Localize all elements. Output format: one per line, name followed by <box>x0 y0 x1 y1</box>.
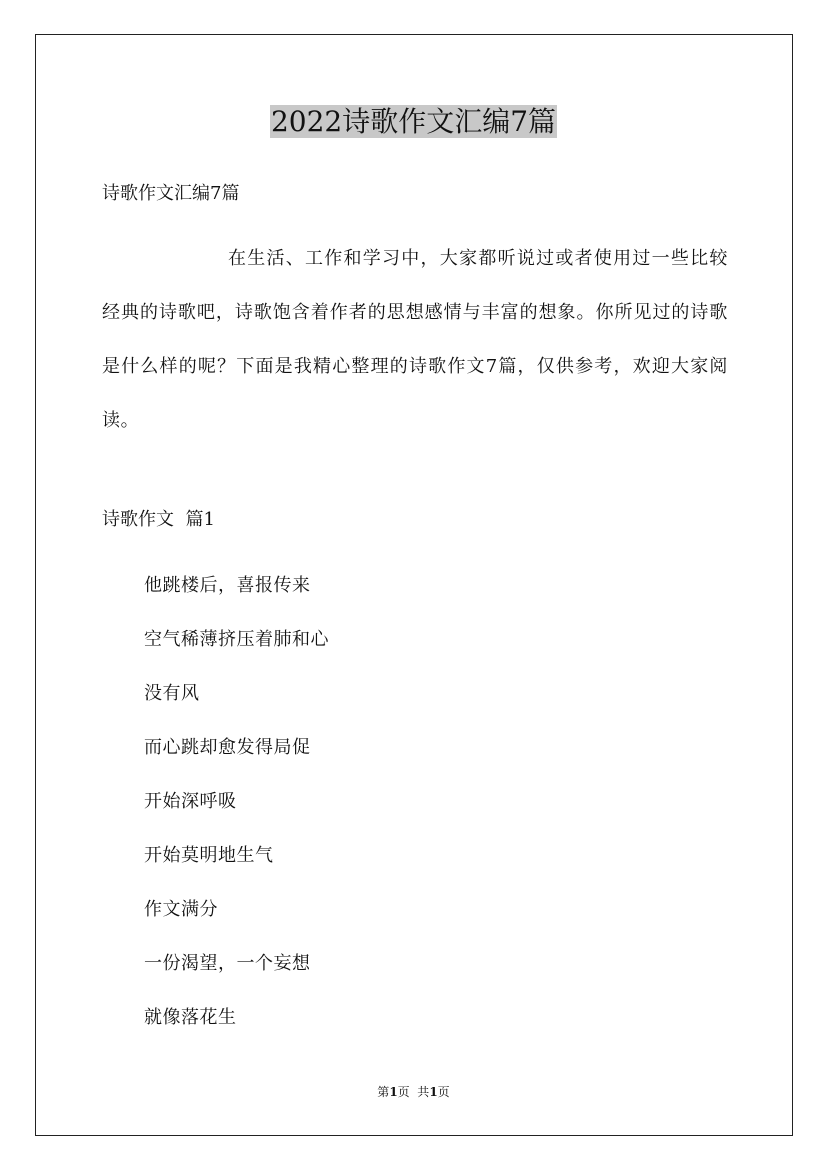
footer-current-page: 1 <box>389 1085 398 1099</box>
poem-line: 一份渴望，一个妄想 <box>144 953 311 974</box>
poem-line: 就像落花生 <box>144 1007 237 1028</box>
document-subtitle: 诗歌作文汇编7篇 <box>102 183 240 204</box>
poem-line: 而心跳却愈发得局促 <box>144 737 311 758</box>
footer-total-pages: 1 <box>429 1085 438 1099</box>
poem <box>144 559 329 1045</box>
intro-paragraph: 在生活、工作和学习中，大家都听说过或者使用过一些比较经典的诗歌吧，诗歌饱含着作者的思想感情与丰富的想象。你所见过的诗歌是什么样的呢？下面是我精心整理的诗歌作文7篇，仅供参考，欢迎大家阅读。 <box>102 248 728 431</box>
poem-line: 空气稀薄挤压着肺和心 <box>144 629 329 650</box>
footer-page-suffix: 页 共 <box>397 1085 430 1099</box>
footer-page-prefix: 第 <box>377 1085 390 1099</box>
section-heading: 诗歌作文 篇1 <box>102 509 215 530</box>
document-title <box>0 102 827 142</box>
document-title-text: 2022诗歌作文汇编7篇 <box>270 105 557 138</box>
poem-line: 开始深呼吸 <box>144 791 237 812</box>
poem-line: 他跳楼后，喜报传来 <box>144 575 311 596</box>
page-footer <box>0 1084 827 1100</box>
poem-line: 开始莫明地生气 <box>144 845 274 866</box>
poem-line: 作文满分 <box>144 899 218 920</box>
footer-total-suffix: 页 <box>437 1085 450 1099</box>
poem-line: 没有风 <box>144 683 200 704</box>
